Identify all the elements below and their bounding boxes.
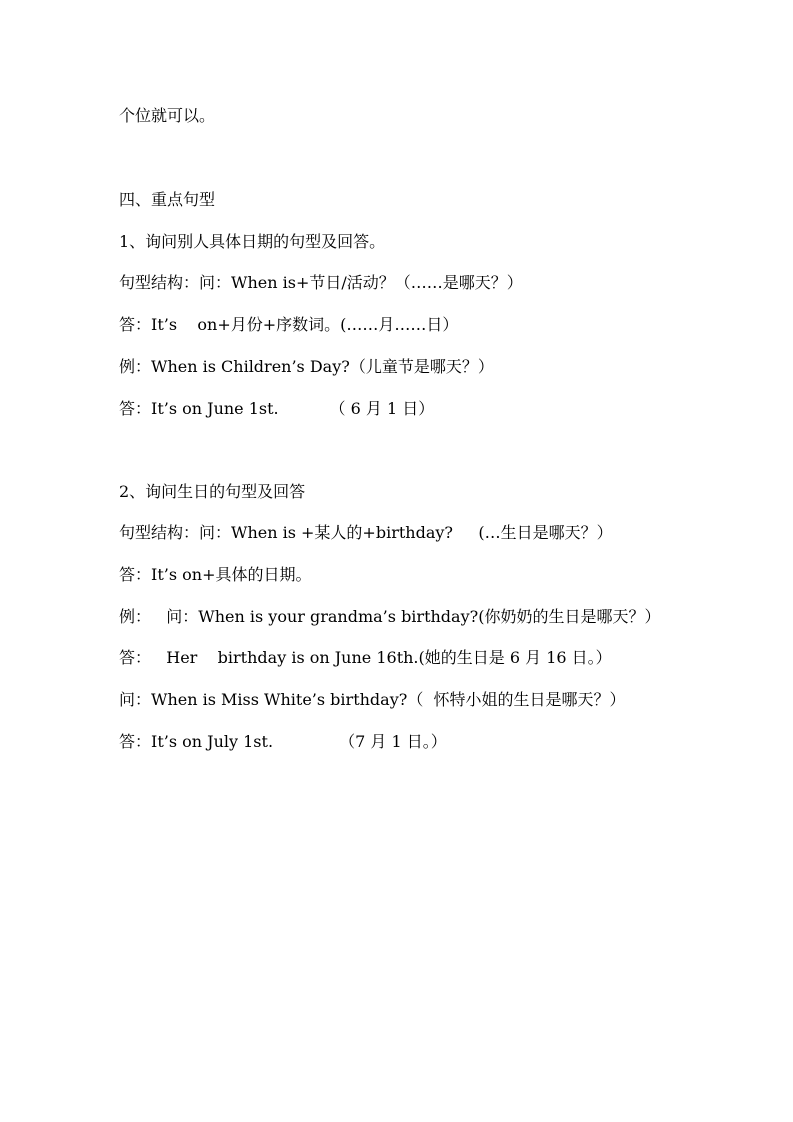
subheading-ask-date: 1、询问别人具体日期的句型及回答。 bbox=[119, 232, 386, 251]
sentence-structure-answer: 答：It’s on+月份+序数词。(……月……日） bbox=[119, 315, 459, 334]
birthday-example-question-1: 例： 问：When is your grandma’s birthday?(你奶奶的生日是哪天？） bbox=[119, 607, 661, 626]
birthday-example-answer-1: 答： Her birthday is on June 16th.(她的生日是 6 月 16 日。） bbox=[119, 648, 612, 667]
birthday-example-question-2: 问：When is Miss White’s birthday?（ 怀特小姐的生日是哪天？） bbox=[119, 690, 626, 709]
birthday-structure-answer: 答：It’s on+具体的日期。 bbox=[119, 565, 312, 584]
example-answer: 答：It’s on June 1st. （ 6 月 1 日） bbox=[119, 399, 435, 418]
example-question: 例：When is Children’s Day?（儿童节是哪天？） bbox=[119, 357, 494, 376]
sentence-structure-question: 句型结构：问：When is+节日/活动？（……是哪天？） bbox=[119, 273, 523, 292]
text-line-intro-continuation: 个位就可以。 bbox=[119, 106, 216, 125]
birthday-example-answer-2: 答：It’s on July 1st. （7 月 1 日。） bbox=[119, 732, 447, 751]
subheading-ask-birthday: 2、询问生日的句型及回答 bbox=[119, 482, 306, 501]
birthday-structure-question: 句型结构：问：When is +某人的+birthday? (…生日是哪天？） bbox=[119, 523, 613, 542]
section-heading-key-sentences: 四、重点句型 bbox=[119, 190, 216, 209]
